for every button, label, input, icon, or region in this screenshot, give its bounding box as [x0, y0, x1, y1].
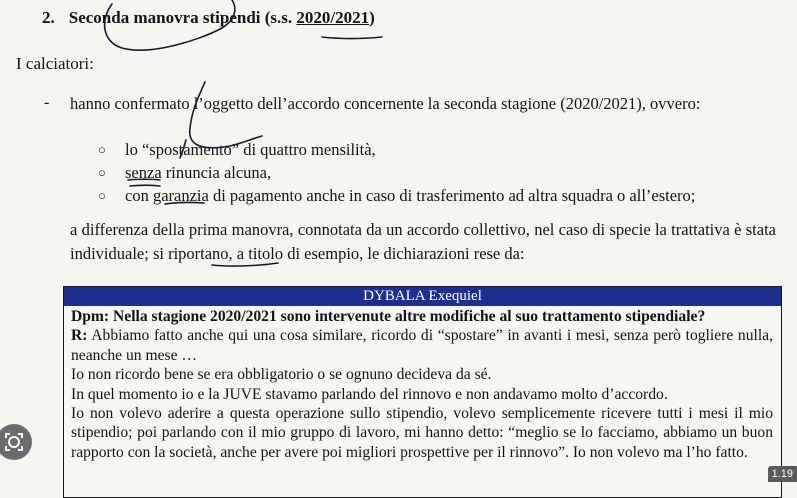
lens-search-icon[interactable] [0, 424, 32, 460]
answer-line: Io non volevo aderire a questa operazione sullo stipendio, volevo semplicemente ricevere tutti i mesi il mio stipendio; poi parlando con il mio gruppo di lavoro, mi hanno detto: “meglio se lo facciamo, abbiamo un buon rapporto con la società, anche per avere poi migliori prospettive per il rinnovo”. Io non volevo ma l’ho fatto. [71, 405, 773, 461]
page-badge: 1.19 [768, 466, 797, 482]
answer-line: Io non ricordo bene se era obbligatorio o se ognuno decideva da sé. [71, 366, 492, 384]
list-item [98, 161, 778, 184]
section-number: 2. [42, 8, 55, 27]
circle-bullet-icon: ○ [98, 165, 106, 180]
testimony-answer [71, 326, 773, 365]
section-title-years: 2020/2021 [296, 8, 370, 27]
testimony-header: DYBALA Exequiel [64, 287, 781, 306]
circle-bullet-icon: ○ [98, 142, 106, 157]
ink-underline-years [322, 37, 382, 39]
list-item-text: con garanzia di pagamento anche in caso di trasferimento ad altra squadra o all’estero; [125, 186, 696, 205]
section-title-end: ) [369, 8, 375, 27]
section-title: Seconda manovra stipendi (s.s. [68, 8, 297, 27]
circle-bullet-icon: ○ [98, 188, 106, 203]
testimony-body [64, 306, 781, 462]
bullet-paragraph: hanno confermato l’oggetto dell’accordo concernente la seconda stagione (2020/2021), ovvero: [70, 94, 701, 113]
answer-line: Abbiamo fatto anche qui una cosa similare, ricordo di “spostare” in avanti i mesi, senza però togliere nulla, neanche un mese … [71, 327, 773, 364]
list-item-text: senza rinuncia alcuna, [125, 163, 272, 182]
list-dash: - [44, 94, 50, 111]
list-item [98, 184, 778, 207]
testimony-question: Dpm: Nella stagione 2020/2021 sono intervenute altre modifiche al suo trattamento stipendiale? [71, 308, 706, 325]
intro-text: I calciatori: [16, 54, 94, 73]
testimony-box [63, 286, 782, 498]
sub-list [98, 138, 778, 207]
list-item-text: lo “spostamento” di quattro mensilità, [125, 140, 376, 159]
answer-label: R: [71, 327, 88, 345]
answer-line: In quel momento io e la JUVE stavamo parlando del rinnovo e non andavamo molto d’accordo. [71, 385, 668, 403]
body-paragraph: a differenza della prima manovra, connotata da un accordo collettivo, nel caso di specie la trattativa è stata individuale; si riportano, a titolo di esempio, le dichiarazioni rese da: [70, 220, 776, 263]
section-heading [42, 8, 375, 28]
list-item [98, 138, 778, 161]
